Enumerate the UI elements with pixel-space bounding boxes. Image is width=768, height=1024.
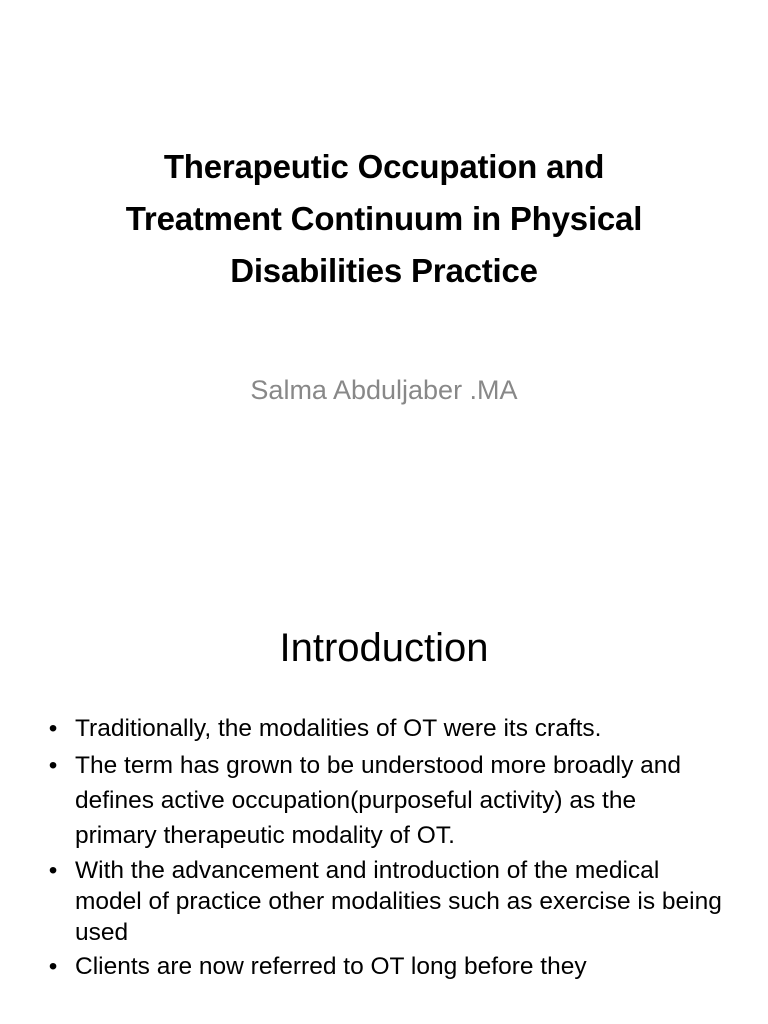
bullet-text: Traditionally, the modalities of OT were its crafts. — [75, 715, 602, 742]
section-heading: Introduction — [279, 626, 489, 670]
bullet-text: The term has grown to be understood more broadly and defines active occupation(purposeful activity) as the primary therapeutic modality of OT. — [75, 752, 682, 849]
bullet-item — [0, 712, 768, 746]
bullet-list — [0, 712, 768, 986]
bullet-icon: • — [48, 857, 58, 884]
deck-title-line: Treatment Continuum in Physical — [125, 200, 643, 237]
bullet-item — [0, 950, 768, 984]
deck-author: Salma Abduljaber .MA — [250, 375, 518, 405]
bullet-item — [0, 748, 768, 853]
deck-title-line: Disabilities Practice — [230, 252, 538, 289]
bullet-icon: • — [48, 953, 58, 980]
bullet-text: Clients are now referred to OT long before they — [75, 953, 587, 980]
bullet-icon: • — [48, 752, 58, 779]
deck-title-line: Therapeutic Occupation and — [163, 148, 605, 185]
bullet-text: With the advancement and introduction of the medical model of practice other modalities such as exercise is being used — [75, 857, 722, 946]
bullet-item — [0, 855, 768, 948]
bullet-icon: • — [48, 715, 58, 742]
deck-title — [60, 141, 708, 297]
introduction-slide — [0, 586, 768, 1024]
